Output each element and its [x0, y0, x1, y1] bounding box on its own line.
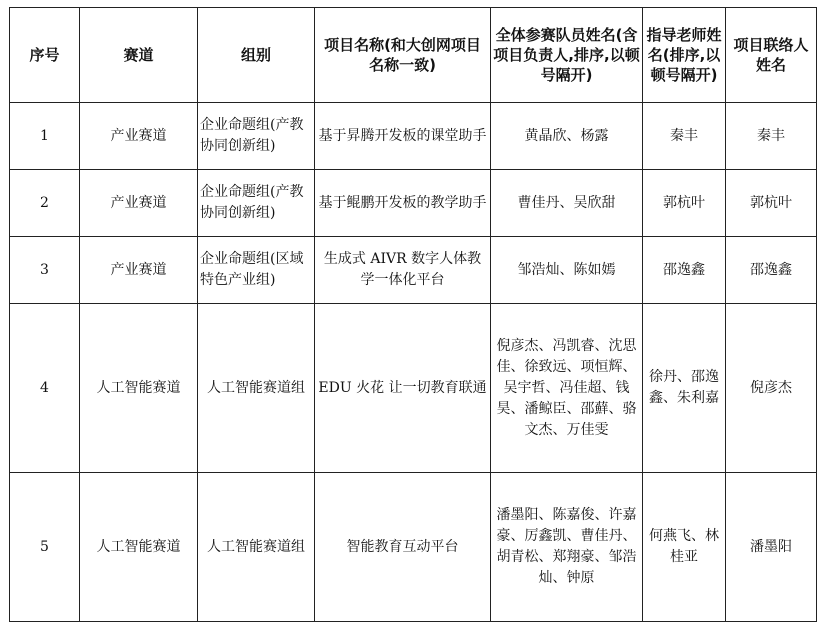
table-row [10, 170, 817, 237]
header-members: 全体参赛队员姓名(含项目负责人,排序,以顿号隔开) [491, 8, 643, 103]
cell-track: 人工智能赛道 [80, 304, 198, 473]
cell-advisors: 何燕飞、林桂亚 [643, 473, 726, 622]
cell-project: 基于昇腾开发板的课堂助手 [315, 103, 491, 170]
cell-project: 生成式 AIVR 数字人体教学一体化平台 [315, 237, 491, 304]
header-contact: 项目联络人姓名 [726, 8, 817, 103]
cell-advisors: 秦丰 [643, 103, 726, 170]
cell-members: 曹佳丹、吴欣甜 [491, 170, 643, 237]
table-row [10, 473, 817, 622]
cell-project: EDU 火花 让一切教育联通 [315, 304, 491, 473]
cell-group: 人工智能赛道组 [198, 473, 315, 622]
cell-project: 智能教育互动平台 [315, 473, 491, 622]
cell-contact: 郭杭叶 [726, 170, 817, 237]
cell-members: 潘墨阳、陈嘉俊、许嘉豪、厉鑫凯、曹佳丹、胡青松、郑翔豪、邹浩灿、钟原 [491, 473, 643, 622]
cell-group: 企业命题组(产教协同创新组) [198, 103, 315, 170]
document-page [9, 7, 817, 622]
cell-track: 人工智能赛道 [80, 473, 198, 622]
cell-index: 3 [10, 237, 80, 304]
header-index: 序号 [10, 8, 80, 103]
project-table [9, 7, 817, 622]
cell-index: 4 [10, 304, 80, 473]
cell-track: 产业赛道 [80, 170, 198, 237]
cell-advisors: 徐丹、邵逸鑫、朱利嘉 [643, 304, 726, 473]
header-project: 项目名称(和大创网项目名称一致) [315, 8, 491, 103]
cell-group: 企业命题组(产教协同创新组) [198, 170, 315, 237]
cell-contact: 潘墨阳 [726, 473, 817, 622]
cell-index: 2 [10, 170, 80, 237]
cell-contact: 秦丰 [726, 103, 817, 170]
cell-index: 5 [10, 473, 80, 622]
cell-track: 产业赛道 [80, 237, 198, 304]
table-row [10, 304, 817, 473]
cell-advisors: 郭杭叶 [643, 170, 726, 237]
cell-members: 倪彦杰、冯凯睿、沈思佳、徐致远、项恒辉、吴宇哲、冯佳超、钱昊、潘鲸臣、邵蘚、骆文杰、万佳雯 [491, 304, 643, 473]
header-row [10, 8, 817, 103]
cell-members: 黄晶欣、杨露 [491, 103, 643, 170]
cell-members: 邹浩灿、陈如嫣 [491, 237, 643, 304]
cell-track: 产业赛道 [80, 103, 198, 170]
cell-advisors: 邵逸鑫 [643, 237, 726, 304]
header-advisors: 指导老师姓名(排序,以顿号隔开) [643, 8, 726, 103]
table-row [10, 237, 817, 304]
table-row [10, 103, 817, 170]
cell-group: 企业命题组(区域特色产业组) [198, 237, 315, 304]
header-track: 赛道 [80, 8, 198, 103]
cell-contact: 邵逸鑫 [726, 237, 817, 304]
cell-index: 1 [10, 103, 80, 170]
header-group: 组别 [198, 8, 315, 103]
cell-project: 基于鲲鹏开发板的教学助手 [315, 170, 491, 237]
cell-group: 人工智能赛道组 [198, 304, 315, 473]
cell-contact: 倪彦杰 [726, 304, 817, 473]
